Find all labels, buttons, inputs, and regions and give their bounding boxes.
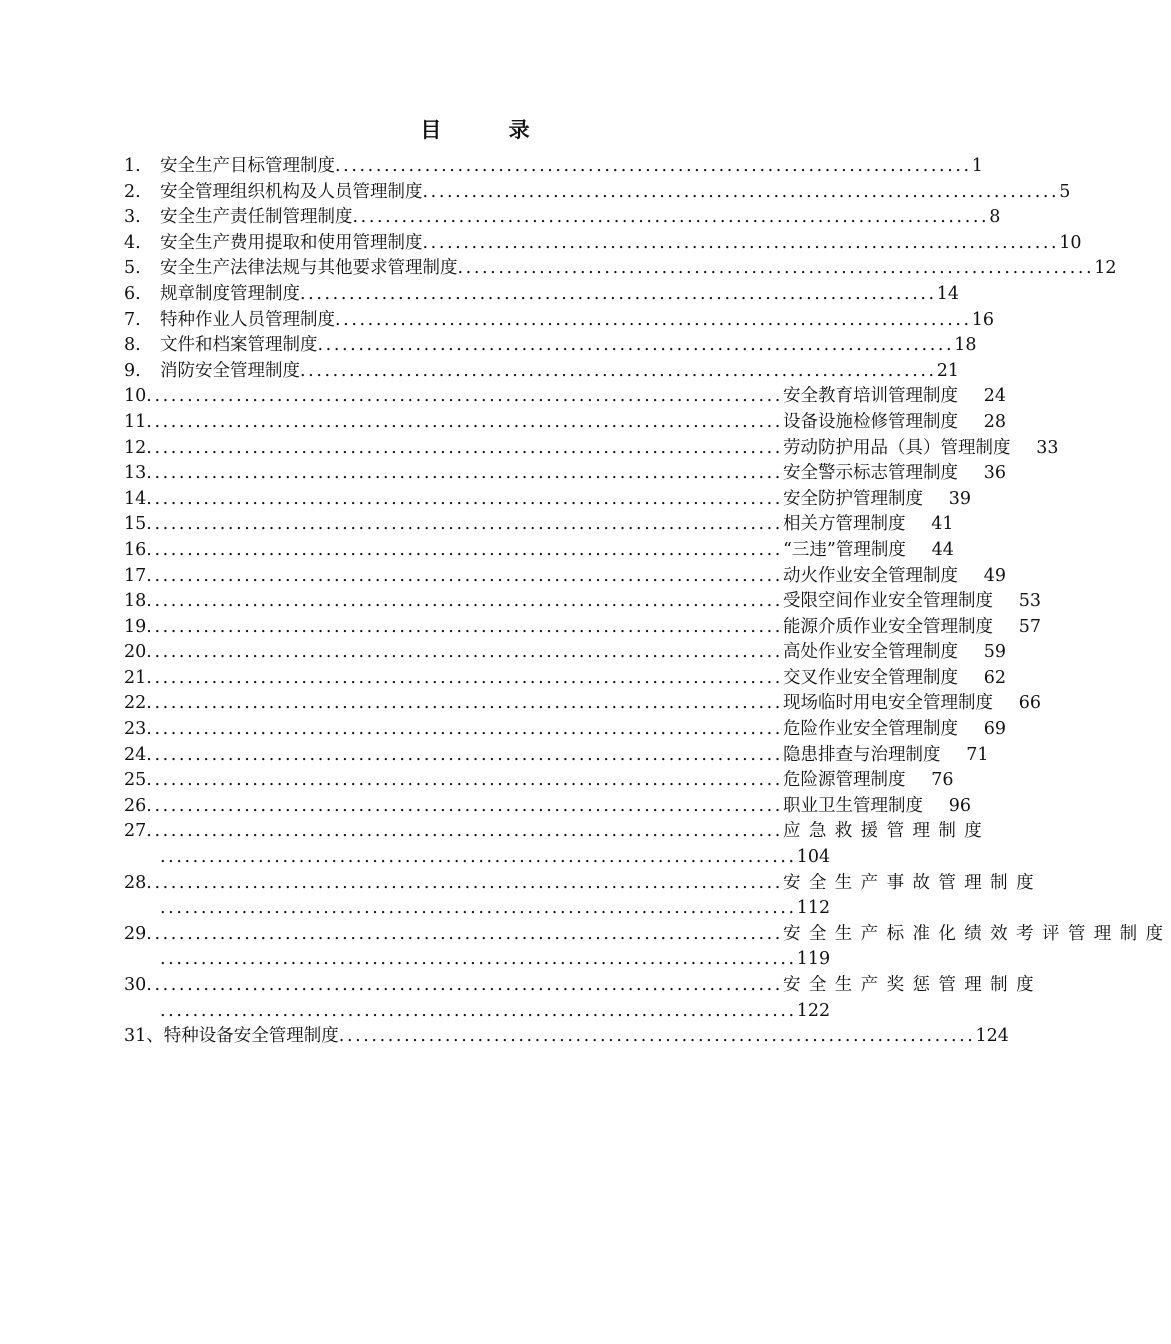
entry-number: 6. xyxy=(124,283,141,304)
toc-entry-21[interactable] xyxy=(124,666,1006,692)
toc-entry-1[interactable] xyxy=(124,154,983,180)
entry-page: 96 xyxy=(948,795,971,816)
toc-entry-18[interactable] xyxy=(124,589,1041,615)
entry-number: 22 xyxy=(124,693,147,714)
dot-leader: .............................................................................. xyxy=(422,232,1060,253)
entry-number: 29 xyxy=(124,923,147,944)
dot-leader: .............................................................................. xyxy=(160,847,797,868)
entry-number: 21 xyxy=(124,667,147,688)
dot-leader: .............................................................................. xyxy=(300,360,937,381)
toc-entry-24[interactable] xyxy=(124,743,989,769)
entry-page: 69 xyxy=(983,719,1006,740)
entry-page: 122 xyxy=(796,1000,831,1021)
entry-number: 26 xyxy=(124,795,147,816)
entry-title: 受限空间作业安全管理制度 xyxy=(782,591,993,612)
toc-entry-28-cont[interactable] xyxy=(124,896,831,922)
entry-title: 安全生产奖惩管理制度 xyxy=(782,975,1042,995)
entry-page: 18 xyxy=(954,335,977,356)
dot-leader: .............................................................................. xyxy=(146,693,783,714)
toc-entry-30-cont[interactable] xyxy=(124,999,831,1025)
entry-page: 39 xyxy=(948,488,971,509)
entry-number: 2. xyxy=(124,181,141,202)
toc-entry-10[interactable] xyxy=(124,384,1006,410)
entry-title: 安全警示标志管理制度 xyxy=(782,463,958,484)
dot-leader: .............................................................................. xyxy=(317,335,955,356)
entry-page: 24 xyxy=(983,386,1006,407)
toc-entry-26[interactable] xyxy=(124,794,971,820)
entry-page: 41 xyxy=(931,514,954,535)
entry-number: 11 xyxy=(124,411,147,432)
entry-number: 7. xyxy=(124,309,141,330)
entry-number: 15 xyxy=(124,514,147,535)
entry-page: 53 xyxy=(1018,591,1041,612)
entry-title: 安全生产责任制管理制度 xyxy=(160,207,353,228)
entry-title: 劳动防护用品（具）管理制度 xyxy=(782,437,1011,458)
toc-entry-29[interactable] xyxy=(124,922,1171,948)
entry-title: 安全生产事故管理制度 xyxy=(782,872,1042,893)
dot-leader: .............................................................................. xyxy=(146,539,783,560)
toc-entry-25[interactable] xyxy=(124,768,954,794)
entry-title: 设备设施检修管理制度 xyxy=(782,411,958,432)
toc-entry-13[interactable] xyxy=(124,461,1006,487)
entry-title: 动火作业安全管理制度 xyxy=(782,565,958,586)
entry-number: 25 xyxy=(124,770,147,791)
dot-leader: .............................................................................. xyxy=(146,437,783,458)
entry-number: 12 xyxy=(124,437,147,458)
entry-page: 59 xyxy=(983,642,1006,663)
dot-leader: .............................................................................. xyxy=(146,667,783,688)
entry-number: 9. xyxy=(124,360,141,381)
entry-title: 危险源管理制度 xyxy=(782,770,906,791)
toc-entry-15[interactable] xyxy=(124,512,954,538)
dot-leader: .............................................................................. xyxy=(338,1026,976,1047)
dot-leader: .............................................................................. xyxy=(146,795,783,816)
entry-page: 5 xyxy=(1059,181,1071,202)
entry-title: 安全教育培训管理制度 xyxy=(782,386,958,407)
entry-title: 消防安全管理制度 xyxy=(160,360,300,381)
entry-number: 10 xyxy=(124,386,147,407)
dot-leader: .............................................................................. xyxy=(146,616,783,637)
entry-number: 5. xyxy=(124,258,141,279)
toc-entry-30[interactable] xyxy=(124,973,1042,999)
toc-entry-8[interactable] xyxy=(124,333,977,359)
entry-number: 18 xyxy=(124,591,147,612)
toc-entry-28[interactable] xyxy=(124,871,1042,897)
toc-entry-5[interactable] xyxy=(124,256,1117,282)
dot-leader: .............................................................................. xyxy=(146,411,783,432)
dot-leader: .............................................................................. xyxy=(146,872,783,893)
entry-number: 3. xyxy=(124,207,141,228)
entry-page: 66 xyxy=(1018,693,1041,714)
dot-leader: .............................................................................. xyxy=(160,898,797,919)
entry-page: 33 xyxy=(1036,437,1059,458)
entry-number: 23 xyxy=(124,719,147,740)
entry-page: 8 xyxy=(989,207,1001,228)
entry-number: 24 xyxy=(124,744,147,765)
entry-page: 49 xyxy=(983,565,1006,586)
dot-leader: .............................................................................. xyxy=(146,591,783,612)
dot-leader: .............................................................................. xyxy=(146,642,783,663)
dot-leader: .............................................................................. xyxy=(146,975,783,995)
toc-entry-16[interactable] xyxy=(124,538,954,564)
entry-title: 规章制度管理制度 xyxy=(160,283,300,304)
toc-entry-2[interactable] xyxy=(124,180,1071,206)
entry-page: 10 xyxy=(1059,232,1082,253)
entry-page: 76 xyxy=(931,770,954,791)
entry-page: 119 xyxy=(796,949,831,970)
entry-page: 62 xyxy=(983,667,1006,688)
entry-title: 交叉作业安全管理制度 xyxy=(782,667,958,688)
entry-number: 19 xyxy=(124,616,147,637)
entry-title: 安全防护管理制度 xyxy=(782,488,923,509)
toc-entry-27[interactable] xyxy=(124,819,991,845)
dot-leader: .............................................................................. xyxy=(146,821,783,842)
toc-entry-6[interactable] xyxy=(124,282,959,308)
entry-title: 危险作业安全管理制度 xyxy=(782,719,958,740)
entry-page: 112 xyxy=(796,898,831,919)
entry-page: 36 xyxy=(983,463,1006,484)
entry-page: 124 xyxy=(975,1026,1009,1047)
dot-leader: .............................................................................. xyxy=(146,565,783,586)
entry-number: 20 xyxy=(124,642,147,663)
entry-number: 28 xyxy=(124,872,147,893)
entry-title: 特种作业人员管理制度 xyxy=(160,309,335,330)
entry-page: 21 xyxy=(936,360,959,381)
toc-entry-22[interactable] xyxy=(124,691,1041,717)
table-of-contents xyxy=(124,154,1171,1050)
toc-entry-19[interactable] xyxy=(124,615,1041,641)
entry-title: 安全管理组织机构及人员管理制度 xyxy=(160,181,423,202)
dot-leader: .............................................................................. xyxy=(146,770,783,791)
dot-leader: .............................................................................. xyxy=(160,949,797,970)
entry-title: 特种设备安全管理制度 xyxy=(163,1026,339,1047)
dot-leader: .............................................................................. xyxy=(352,207,990,228)
toc-entry-31[interactable] xyxy=(124,1024,1009,1050)
entry-number: 30 xyxy=(124,975,147,995)
entry-page: 71 xyxy=(966,744,989,765)
entry-number: 31、 xyxy=(124,1026,164,1047)
toc-entry-3[interactable] xyxy=(124,205,1001,231)
entry-title: 安全生产标准化绩效考评管理制度 xyxy=(782,923,1171,944)
entry-number: 16 xyxy=(124,539,147,560)
entry-number: 8. xyxy=(124,335,141,356)
entry-page: 57 xyxy=(1018,616,1041,637)
entry-page: 14 xyxy=(936,283,959,304)
entry-page: 104 xyxy=(796,847,831,868)
toc-entry-23[interactable] xyxy=(124,717,1006,743)
entry-page: 16 xyxy=(971,309,994,330)
dot-leader: .............................................................................. xyxy=(146,463,783,484)
dot-leader: .............................................................................. xyxy=(457,258,1095,279)
toc-entry-27-cont[interactable] xyxy=(124,845,831,871)
dot-leader: .............................................................................. xyxy=(146,488,783,509)
entry-number: 14 xyxy=(124,488,147,509)
dot-leader: .............................................................................. xyxy=(335,156,972,176)
entry-page: 12 xyxy=(1094,258,1117,279)
dot-leader: .............................................................................. xyxy=(146,386,783,407)
dot-leader: .............................................................................. xyxy=(300,283,937,304)
entry-title: 隐患排查与治理制度 xyxy=(782,744,941,765)
entry-page: 44 xyxy=(931,539,954,560)
toc-title: 目 录 xyxy=(420,117,560,142)
dot-leader: .............................................................................. xyxy=(146,923,783,944)
toc-entry-4[interactable] xyxy=(124,231,1082,257)
entry-title: 安全生产目标管理制度 xyxy=(160,156,335,176)
entry-title: 安全生产法律法规与其他要求管理制度 xyxy=(160,258,458,279)
entry-page: 1 xyxy=(971,156,983,176)
toc-entry-7[interactable] xyxy=(124,308,994,334)
dot-leader: .............................................................................. xyxy=(146,514,783,535)
toc-entry-14[interactable] xyxy=(124,487,971,513)
dot-leader: .............................................................................. xyxy=(422,181,1060,202)
entry-number: 1. xyxy=(124,156,141,176)
toc-entry-12[interactable] xyxy=(124,436,1059,462)
entry-title: “三违”管理制度 xyxy=(782,539,906,560)
entry-title: 现场临时用电安全管理制度 xyxy=(782,693,993,714)
entry-title: 安全生产费用提取和使用管理制度 xyxy=(160,232,423,253)
entry-title: 文件和档案管理制度 xyxy=(160,335,318,356)
entry-number: 4. xyxy=(124,232,141,253)
entry-number: 17 xyxy=(124,565,147,586)
entry-title: 高处作业安全管理制度 xyxy=(782,642,958,663)
toc-entry-29-cont[interactable] xyxy=(124,947,831,973)
toc-entry-9[interactable] xyxy=(124,359,959,385)
dot-leader: .............................................................................. xyxy=(160,1000,797,1021)
entry-title: 相关方管理制度 xyxy=(782,514,906,535)
entry-title: 能源介质作业安全管理制度 xyxy=(782,616,993,637)
toc-entry-20[interactable] xyxy=(124,640,1006,666)
dot-leader: .............................................................................. xyxy=(335,309,972,330)
entry-title: 应急救援管理制度 xyxy=(782,821,991,842)
dot-leader: .............................................................................. xyxy=(146,744,783,765)
entry-page: 28 xyxy=(983,411,1006,432)
entry-number: 13 xyxy=(124,463,147,484)
dot-leader: .............................................................................. xyxy=(146,719,783,740)
toc-entry-11[interactable] xyxy=(124,410,1006,436)
entry-title: 职业卫生管理制度 xyxy=(782,795,923,816)
entry-number: 27 xyxy=(124,821,147,842)
toc-entry-17[interactable] xyxy=(124,564,1006,590)
